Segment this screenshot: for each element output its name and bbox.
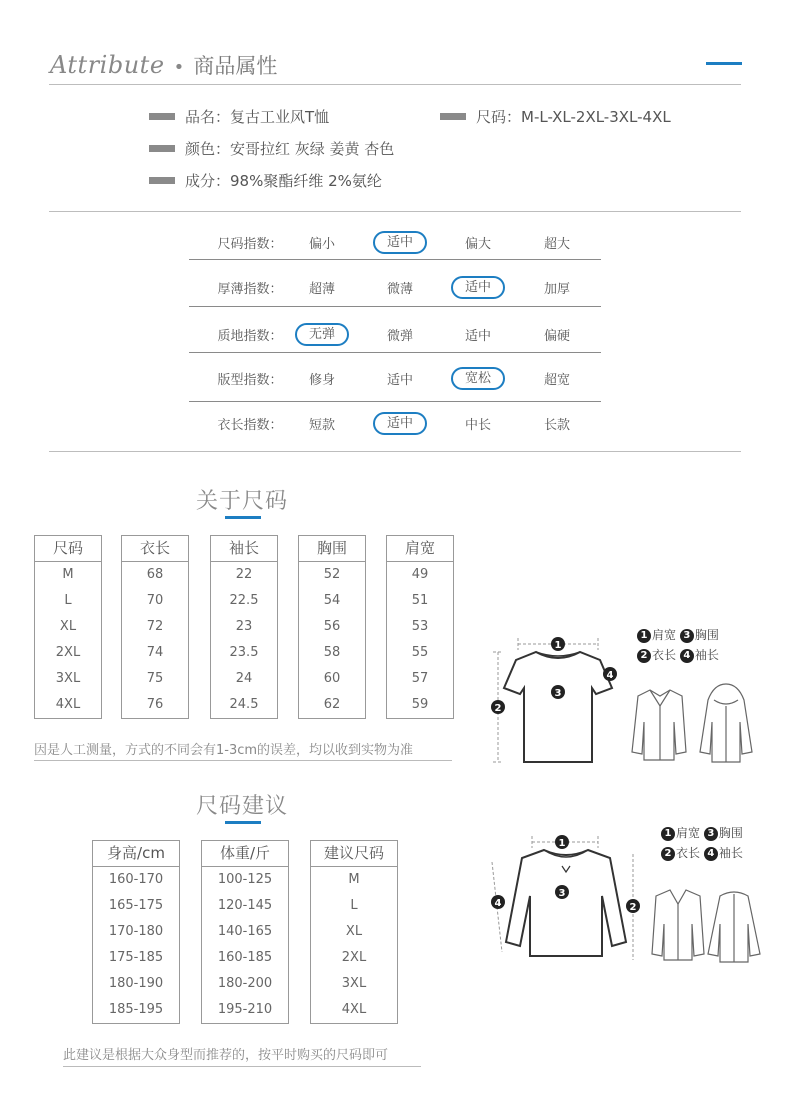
svg-text:1: 1 <box>558 838 566 849</box>
badge-2-icon <box>491 700 505 714</box>
table-cell: L <box>350 898 358 913</box>
header-divider <box>49 84 741 85</box>
index-option <box>443 401 513 445</box>
index-label: 尺码指数： <box>217 236 283 252</box>
option-label: 中长 <box>464 417 491 433</box>
index-option <box>287 265 357 309</box>
table-cell: 175-185 <box>108 950 164 965</box>
index-option <box>522 220 592 264</box>
option-label: 长款 <box>543 417 570 433</box>
option-label: 微弹 <box>386 328 413 344</box>
svg-text:4: 4 <box>494 898 502 909</box>
svg-text:2: 2 <box>629 902 637 913</box>
table-column <box>210 535 278 719</box>
table-column <box>92 840 180 1024</box>
badge-2-icon <box>626 899 640 913</box>
table-cell: 60 <box>323 671 341 686</box>
badge-3-icon <box>551 685 565 699</box>
index-option <box>443 265 513 309</box>
index-option <box>522 265 592 309</box>
header-title-cn: 商品属性 <box>193 54 278 78</box>
index-option <box>365 265 435 309</box>
badge-1-icon <box>551 637 565 651</box>
option-label: 偏大 <box>464 236 491 252</box>
option-label: 适中 <box>464 328 491 344</box>
selected-option-pill: 适中 <box>451 276 505 299</box>
badge-3-icon <box>555 885 569 899</box>
svg-text:3: 3 <box>558 888 566 899</box>
badge-4-icon <box>603 667 617 681</box>
table-cell: 23.5 <box>229 645 259 660</box>
option-label: 加厚 <box>543 281 570 297</box>
table-cell: 160-185 <box>217 950 273 965</box>
badge-icon: 1 <box>661 827 675 841</box>
table-cell: 76 <box>146 697 164 712</box>
index-option <box>443 312 513 356</box>
recommend-legend: 1 肩宽 3 胸围 2 衣长 4 袖长 <box>661 824 743 861</box>
column-header: 袖长 <box>211 536 277 562</box>
table-cell: M <box>62 567 74 582</box>
table-cell: 3XL <box>55 671 81 686</box>
coat-hoodie-sketch <box>620 682 760 766</box>
table-column <box>298 535 366 719</box>
index-option <box>287 312 357 356</box>
table-cell: 55 <box>411 645 429 660</box>
index-option <box>522 356 592 400</box>
recommend-note-line <box>63 1066 421 1067</box>
option-label: 适中 <box>386 372 413 388</box>
column-header: 尺码 <box>35 536 101 562</box>
svg-text:3: 3 <box>554 688 562 699</box>
longsleeve-measure-diagram <box>488 832 644 968</box>
recommend-title-underline <box>225 821 261 824</box>
attr-name: 品名：复古工业风T恤 <box>149 107 329 127</box>
index-row <box>189 401 601 445</box>
column-header: 体重/斤 <box>202 841 288 867</box>
table-column <box>310 840 398 1024</box>
attr-size: 尺码：M-L-XL-2XL-3XL-4XL <box>440 107 671 127</box>
table-cell: 68 <box>146 567 164 582</box>
index-option <box>443 356 513 400</box>
table-column <box>121 535 189 719</box>
table-cell: 72 <box>146 619 164 634</box>
table-cell: 2XL <box>55 645 81 660</box>
recommend-note: 此建议是根据大众身型而推荐的，按平时购买的尺码即可 <box>63 1048 389 1063</box>
table-cell: 22 <box>235 567 253 582</box>
index-option <box>365 356 435 400</box>
header-title-en: Attribute <box>50 51 165 79</box>
table-cell: 49 <box>411 567 429 582</box>
table-cell: 3XL <box>341 976 367 991</box>
badge-icon: 2 <box>661 847 675 861</box>
table-cell: 160-170 <box>108 872 164 887</box>
size-section-title: 关于尺码 <box>196 489 289 514</box>
table-column <box>34 535 102 719</box>
table-cell: 59 <box>411 697 429 712</box>
index-row <box>189 220 601 264</box>
badge-icon: 4 <box>680 649 694 663</box>
table-cell: 53 <box>411 619 429 634</box>
badge-icon: 3 <box>680 629 694 643</box>
index-label: 版型指数： <box>217 372 283 388</box>
svg-text:1: 1 <box>554 640 562 651</box>
index-row-separator <box>189 306 601 307</box>
table-cell: 2XL <box>341 950 367 965</box>
badge-4-icon <box>491 895 505 909</box>
selected-option-pill: 宽松 <box>451 367 505 390</box>
table-cell: 74 <box>146 645 164 660</box>
column-header: 肩宽 <box>387 536 453 562</box>
index-option <box>522 312 592 356</box>
index-option <box>443 220 513 264</box>
option-label: 超大 <box>543 236 570 252</box>
table-cell: 4XL <box>55 697 81 712</box>
table-cell: 4XL <box>341 1002 367 1017</box>
table-cell: 62 <box>323 697 341 712</box>
index-option <box>365 220 435 264</box>
table-column <box>201 840 289 1024</box>
index-option <box>365 312 435 356</box>
svg-text:4: 4 <box>606 670 614 681</box>
size-legend: 1 肩宽 3 胸围 2 衣长 4 袖长 <box>637 626 719 663</box>
size-note-line <box>34 760 452 761</box>
attr-material: 成分：98%聚酯纤维 2%氨纶 <box>149 171 382 191</box>
table-cell: 52 <box>323 567 341 582</box>
index-option <box>287 356 357 400</box>
table-cell: 57 <box>411 671 429 686</box>
index-row-separator <box>189 352 601 353</box>
table-cell: L <box>64 593 72 608</box>
recommend-section-title: 尺码建议 <box>196 794 289 819</box>
table-cell: M <box>348 872 360 887</box>
table-cell: 165-175 <box>108 898 164 913</box>
bullet-bar-icon <box>149 113 175 120</box>
index-divider <box>49 451 741 452</box>
table-cell: 180-200 <box>217 976 273 991</box>
badge-icon: 2 <box>637 649 651 663</box>
index-label: 厚薄指数： <box>217 281 283 297</box>
table-cell: 54 <box>323 593 341 608</box>
table-cell: 51 <box>411 593 429 608</box>
option-label: 微薄 <box>386 281 413 297</box>
option-label: 偏小 <box>308 236 335 252</box>
table-cell: 22.5 <box>229 593 259 608</box>
index-row <box>189 265 601 309</box>
bullet-bar-icon <box>440 113 466 120</box>
table-cell: 180-190 <box>108 976 164 991</box>
option-label: 修身 <box>308 372 335 388</box>
table-cell: 195-210 <box>217 1002 273 1017</box>
selected-option-pill: 适中 <box>373 231 427 254</box>
header-accent-line <box>706 62 742 65</box>
attr-color: 颜色：安哥拉红 灰绿 姜黄 杏色 <box>149 139 394 159</box>
option-label: 超薄 <box>308 281 335 297</box>
index-row-separator <box>189 259 601 260</box>
table-cell: 24 <box>235 671 253 686</box>
table-column <box>386 535 454 719</box>
table-cell: XL <box>59 619 77 634</box>
page-header <box>50 50 277 80</box>
badge-icon: 3 <box>704 827 718 841</box>
column-header: 衣长 <box>122 536 188 562</box>
table-cell: 140-165 <box>217 924 273 939</box>
option-label: 超宽 <box>543 372 570 388</box>
table-cell: 70 <box>146 593 164 608</box>
table-cell: 56 <box>323 619 341 634</box>
size-note: 因是人工测量，方式的不同会有1-3cm的误差，均以收到实物为准 <box>34 743 414 758</box>
blazer-jacket-sketch <box>646 884 764 964</box>
table-cell: 100-125 <box>217 872 273 887</box>
selected-option-pill: 无弹 <box>295 323 349 346</box>
header-separator: • <box>173 57 185 78</box>
index-label: 衣长指数： <box>217 417 283 433</box>
index-option <box>287 401 357 445</box>
option-label: 短款 <box>308 417 335 433</box>
column-header: 建议尺码 <box>311 841 397 867</box>
table-cell: 185-195 <box>108 1002 164 1017</box>
tshirt-measure-diagram <box>488 630 628 770</box>
index-label: 质地指数： <box>217 328 283 344</box>
table-cell: 120-145 <box>217 898 273 913</box>
table-cell: 24.5 <box>229 697 259 712</box>
table-cell: XL <box>345 924 363 939</box>
bullet-bar-icon <box>149 177 175 184</box>
badge-icon: 4 <box>704 847 718 861</box>
table-cell: 170-180 <box>108 924 164 939</box>
table-cell: 23 <box>235 619 253 634</box>
index-option <box>287 220 357 264</box>
index-option <box>522 401 592 445</box>
index-row <box>189 312 601 356</box>
table-cell: 75 <box>146 671 164 686</box>
column-header: 身高/cm <box>93 841 179 867</box>
column-header: 胸围 <box>299 536 365 562</box>
badge-1-icon <box>555 835 569 849</box>
badge-icon: 1 <box>637 629 651 643</box>
option-label: 偏硬 <box>543 328 570 344</box>
svg-text:2: 2 <box>494 703 502 714</box>
attributes-divider <box>49 211 741 212</box>
index-row <box>189 356 601 400</box>
bullet-bar-icon <box>149 145 175 152</box>
selected-option-pill: 适中 <box>373 412 427 435</box>
size-title-underline <box>225 516 261 519</box>
index-option <box>365 401 435 445</box>
table-cell: 58 <box>323 645 341 660</box>
